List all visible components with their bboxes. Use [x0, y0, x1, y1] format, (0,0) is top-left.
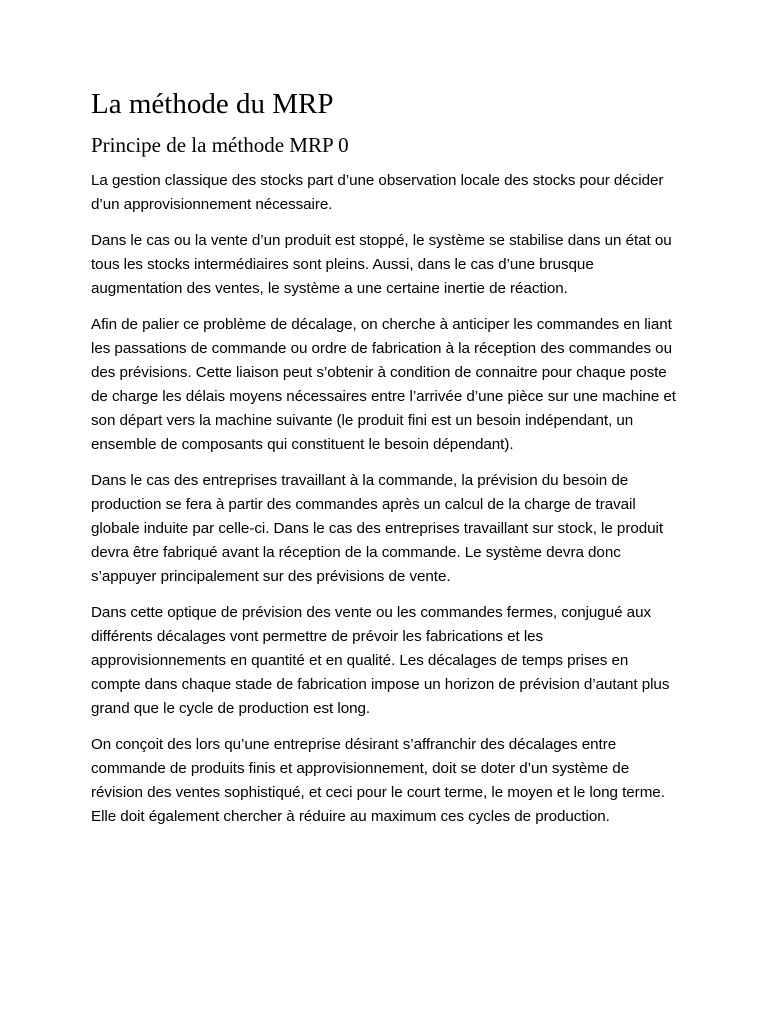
- paragraph-3: Afin de palier ce problème de décalage, on cherche à anticiper les commandes en liant les passations de commande ou ordre de fabrication à la réception des commandes ou des prévisions. Cette liaison peut s’obtenir à condition de connaitre pour chaque poste de charge les délais moyens nécessaires entre l’arrivée d’une pièce sur une machine et son départ vers la machine suivante (le produit fini est un besoin indépendant, un ensemble de composants qui constituent le besoin dépendant).: [91, 316, 676, 453]
- document-title: La méthode du MRP: [91, 88, 334, 120]
- paragraph-4: Dans le cas des entreprises travaillant à la commande, la prévision du besoin de production se fera à partir des commandes après un calcul de la charge de travail globale induite par celle-ci. Dans le cas des entreprises travaillant sur stock, le produit devra être fabriqué avant la réception de la commande. Le système devra donc s’appuyer principalement sur des prévisions de vente.: [91, 472, 664, 585]
- paragraph-2: Dans le cas ou la vente d’un produit est stoppé, le système se stabilise dans un état ou tous les stocks intermédiaires sont pleins. Aussi, dans le cas d’une brusque augmentation des ventes, le système a une certaine inertie de réaction.: [91, 232, 672, 297]
- paragraph-5: Dans cette optique de prévision des vente ou les commandes fermes, conjugué aux différents décalages vont permettre de prévoir les fabrications et les approvisionnements en quantité et en qualité. Les décalages de temps prises en compte dans chaque stade de fabrication impose un horizon de prévision d’autant plus grand que le cycle de production est long.: [91, 604, 670, 717]
- paragraph-6: On conçoit des lors qu’une entreprise désirant s’affranchir des décalages entre commande de produits finis et approvisionnement, doit se doter d’un système de révision des ventes sophistiqué, et ceci pour le court terme, le moyen et le long terme. Elle doit également chercher à réduire au maximum ces cycles de production.: [91, 736, 665, 825]
- section-heading: Principe de la méthode MRP 0: [91, 133, 349, 157]
- document-page: [91, 86, 681, 841]
- paragraph-1: La gestion classique des stocks part d’une observation locale des stocks pour décider d’un approvisionnement nécessaire.: [91, 172, 664, 213]
